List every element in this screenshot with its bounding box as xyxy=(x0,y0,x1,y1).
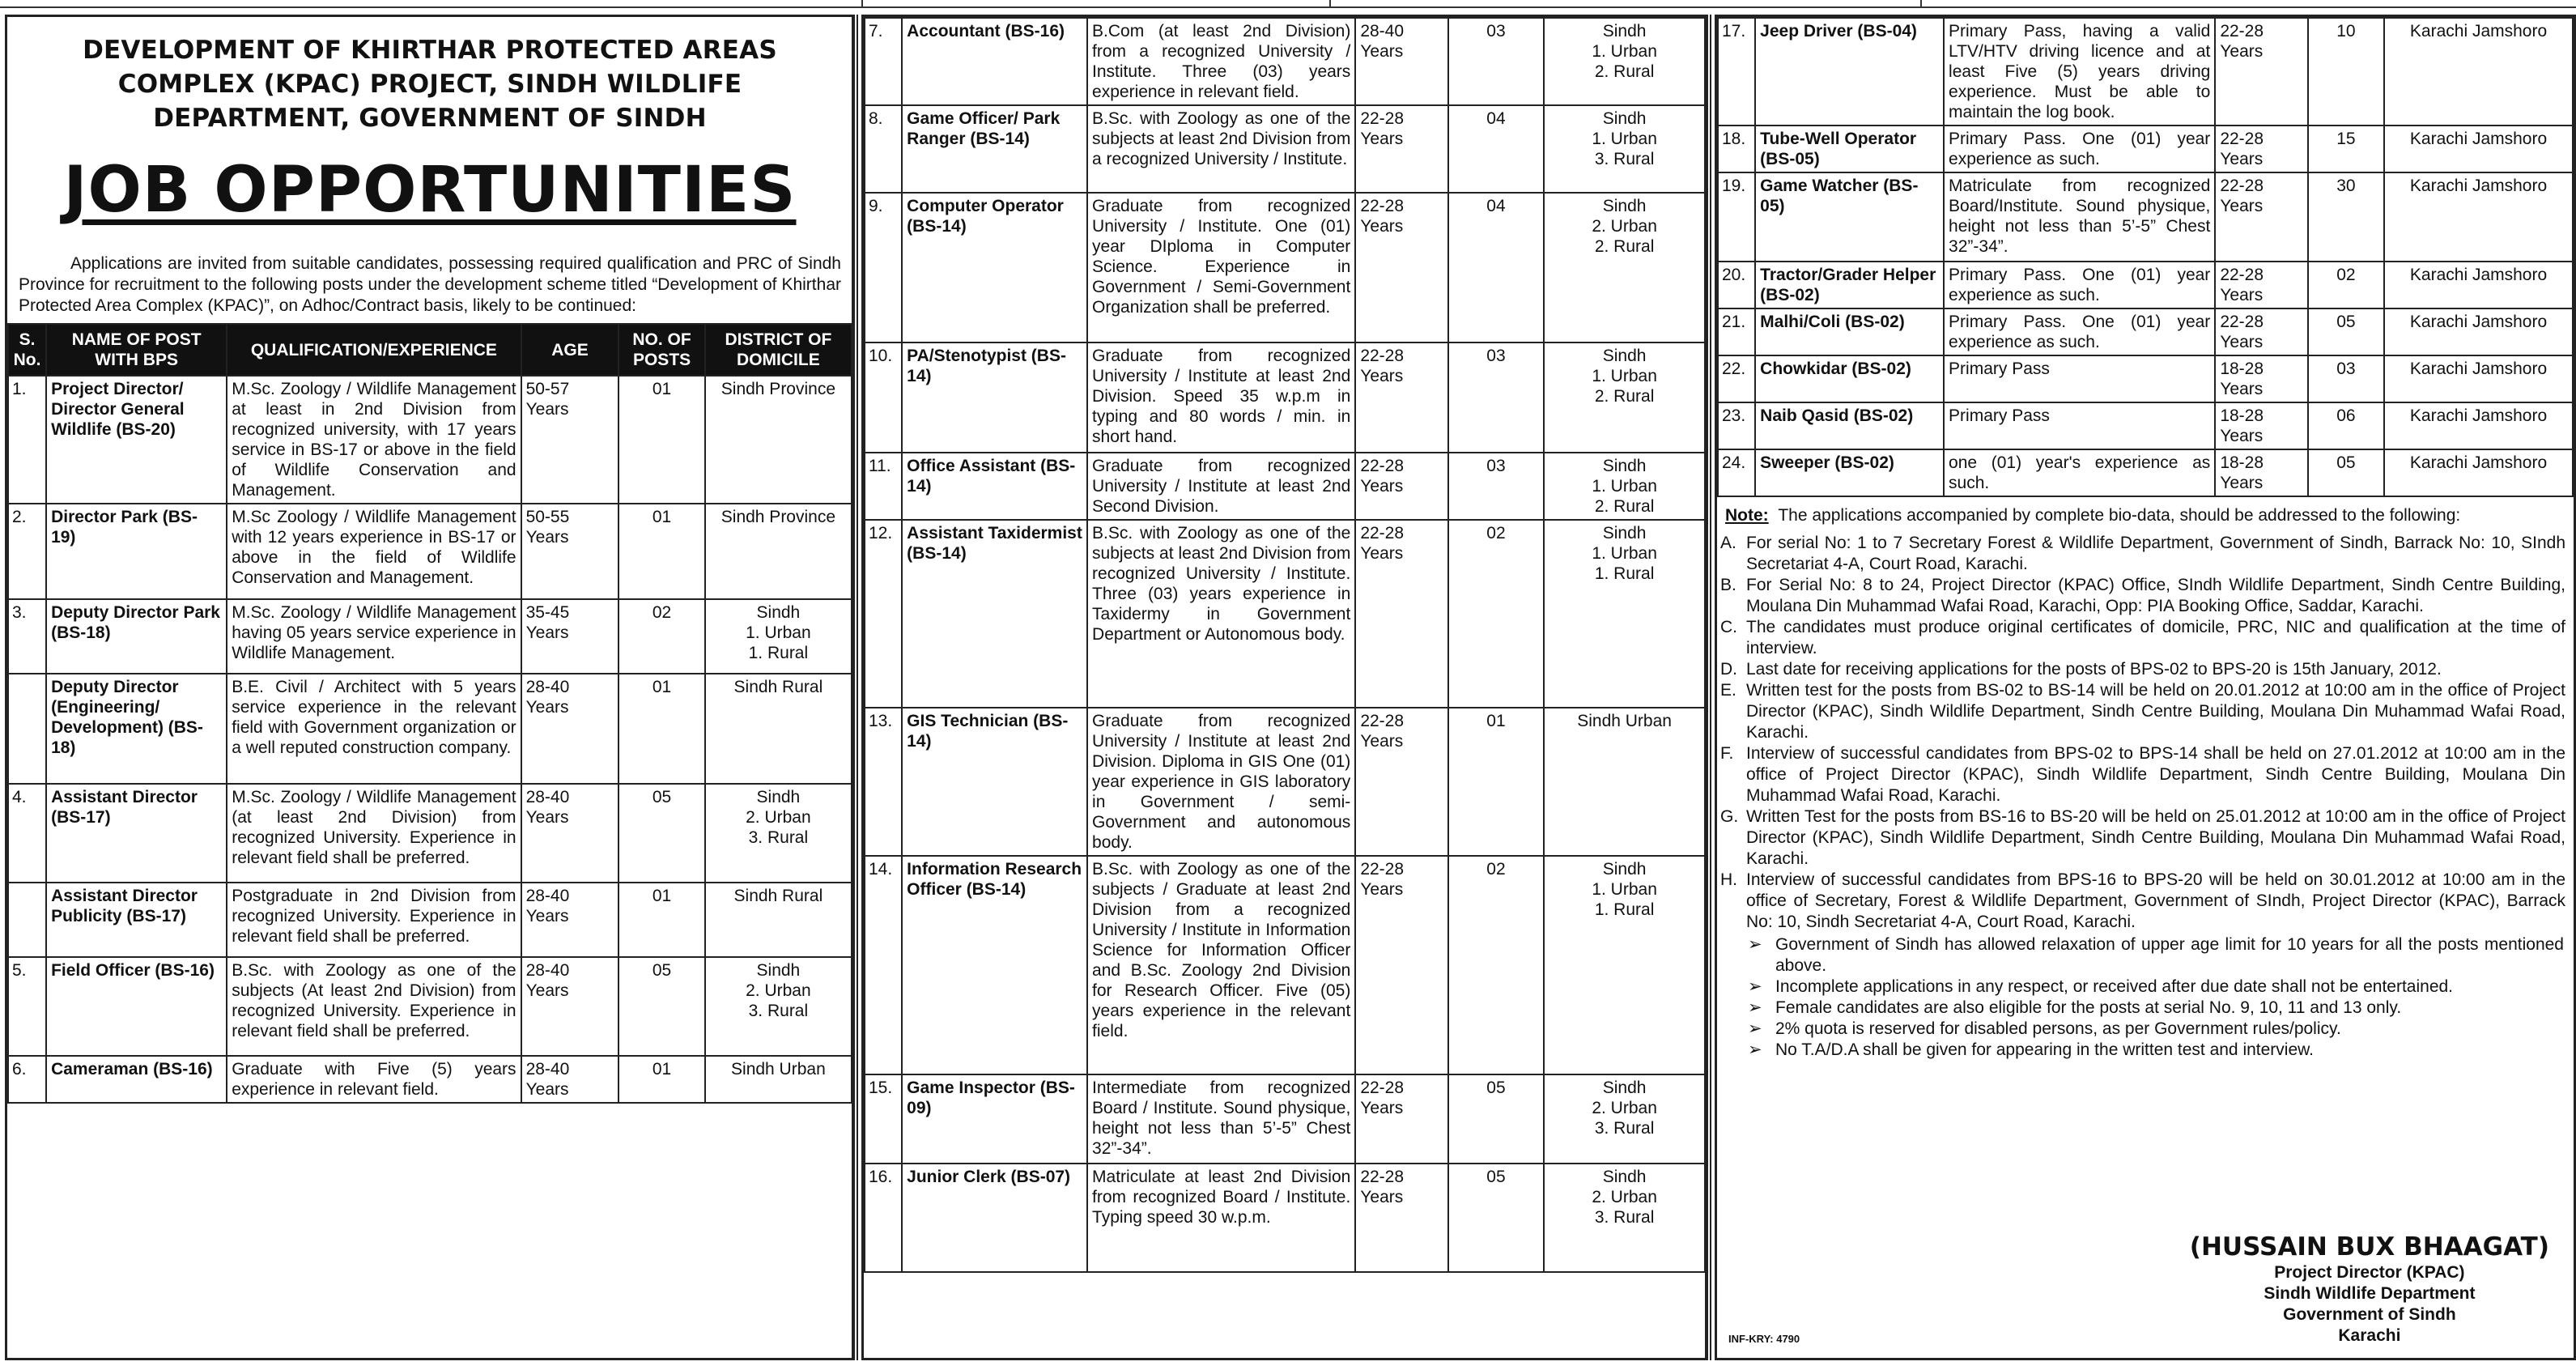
jobs-body xyxy=(1718,18,2573,496)
job-row xyxy=(1718,18,2573,126)
age-range: 22-28 Years xyxy=(1355,708,1447,856)
domicile: Sindh Rural xyxy=(705,883,852,957)
serial-number: 1. xyxy=(8,376,46,504)
job-row xyxy=(1718,172,2573,262)
domicile: Karachi Jamshoro xyxy=(2384,18,2573,126)
note-item xyxy=(1720,806,2565,870)
age-range: 22-28 Years xyxy=(2215,18,2307,126)
serial-number: 23. xyxy=(1718,402,1755,449)
job-row xyxy=(865,342,1705,453)
post-count: 02 xyxy=(618,599,704,674)
post-count: 05 xyxy=(2308,308,2384,355)
domicile: Karachi Jamshoro xyxy=(2384,172,2573,262)
note-bullet-text: Incomplete applications in any respect, or received after due date shall not be entertained. xyxy=(1775,977,2454,996)
age-range: 22-28 Years xyxy=(2215,172,2307,262)
column-divider xyxy=(852,15,858,1360)
job-row xyxy=(865,193,1705,342)
note-section xyxy=(1725,505,2565,526)
post-count: 04 xyxy=(1448,193,1544,342)
post-count: 05 xyxy=(2308,449,2384,496)
signatory-name: (HUSSAIN BUX BHAAGAT) xyxy=(2189,1232,2549,1262)
serial-number: 11. xyxy=(865,453,902,520)
age-range: 22-28 Years xyxy=(1355,1164,1447,1272)
arrow-bullet-icon: ➢ xyxy=(1748,998,1762,1017)
post-count: 10 xyxy=(2308,18,2384,126)
post-count: 30 xyxy=(2308,172,2384,262)
age-range: 28-40 Years xyxy=(521,957,619,1056)
serial-number: 13. xyxy=(865,708,902,856)
jobs-table-left xyxy=(7,323,852,1104)
serial-number xyxy=(8,674,46,784)
domicile: Sindh 1. Urban 3. Rural xyxy=(1544,105,1705,193)
post-name: Information Research Officer (BS-14) xyxy=(902,856,1087,1074)
qualification: M.Sc. Zoology / Wildlife Management at least in 2nd Division from recognized university, with 17 years service in BS-17 or above in the field of Wildlife Conservation and Management. xyxy=(227,376,521,504)
post-count: 03 xyxy=(1448,18,1544,105)
qualification: Graduate from recognized University / Institute. One (01) year DIploma in Computer Science. Experience in Government / Semi-Government Organization shall be preferred. xyxy=(1087,193,1355,342)
serial-number: 17. xyxy=(1718,18,1755,126)
post-name: Assistant Taxidermist (BS-14) xyxy=(902,520,1087,708)
age-range: 22-28 Years xyxy=(1355,856,1447,1074)
domicile: Sindh 2. Urban 3. Rural xyxy=(705,957,852,1056)
qualification: B.Sc. with Zoology as one of the subjects (At least 2nd Division) from recognized University. Experience in relevant field shall be preferred. xyxy=(227,957,521,1056)
post-name: Game Watcher (BS-05) xyxy=(1755,172,1944,262)
qualification: M.Sc Zoology / Wildlife Management with 12 years experience in BS-17 or above in the field of Wildlife Conservation and Management. xyxy=(227,504,521,599)
post-name: Jeep Driver (BS-04) xyxy=(1755,18,1944,126)
post-count: 02 xyxy=(1448,856,1544,1074)
qualification: B.E. Civil / Architect with 5 years service experience in the relevant field with Government organization or a well reputed construction company. xyxy=(227,674,521,784)
job-row xyxy=(1718,126,2573,172)
top-rule-tick xyxy=(861,0,863,8)
note-text: The applications accompanied by complete bio-data, should be addressed to the following: xyxy=(1778,506,2461,525)
domicile: Sindh Urban xyxy=(1544,708,1705,856)
domicile: Karachi Jamshoro xyxy=(2384,402,2573,449)
job-row xyxy=(865,453,1705,520)
post-count: 15 xyxy=(2308,126,2384,172)
serial-number: 10. xyxy=(865,342,902,453)
qualification: B.Com (at least 2nd Division) from a recognized University / Institute. Three (03) years experience in relevant field. xyxy=(1087,18,1355,105)
signature-block xyxy=(2190,1232,2549,1347)
qualification: Matriculate from recognized Board/Institute. Sound physique, height not less than 5’-5” Chest 32”-34”. xyxy=(1944,172,2215,262)
post-name: Accountant (BS-16) xyxy=(902,18,1087,105)
note-item xyxy=(1720,743,2565,806)
column-left xyxy=(5,15,855,1360)
jobs-table-middle xyxy=(864,17,1706,1273)
job-row xyxy=(8,599,852,674)
age-range: 50-55 Years xyxy=(521,504,619,599)
serial-number: 18. xyxy=(1718,126,1755,172)
column-middle xyxy=(861,15,1708,1360)
domicile: Karachi Jamshoro xyxy=(2384,262,2573,308)
top-rule-tick xyxy=(1329,0,1331,8)
qualification: Graduate from recognized University / Institute at least 2nd Division. Speed 35 w.p.m in typing and 80 words / min. in short hand. xyxy=(1087,342,1355,453)
column-right xyxy=(1715,15,2576,1360)
post-count: 05 xyxy=(618,957,704,1056)
age-range: 22-28 Years xyxy=(1355,453,1447,520)
arrow-bullet-icon: ➢ xyxy=(1748,1040,1762,1059)
age-range: 28-40 Years xyxy=(521,883,619,957)
note-bullet xyxy=(1748,998,2564,1019)
job-row xyxy=(865,105,1705,193)
post-name: GIS Technician (BS-14) xyxy=(902,708,1087,856)
age-range: 22-28 Years xyxy=(1355,520,1447,708)
post-name: PA/Stenotypist (BS-14) xyxy=(902,342,1087,453)
job-row xyxy=(8,376,852,504)
serial-number: 9. xyxy=(865,193,902,342)
serial-number: 4. xyxy=(8,784,46,883)
domicile: Sindh Province xyxy=(705,504,852,599)
post-count: 02 xyxy=(1448,520,1544,708)
age-range: 28-40 Years xyxy=(521,1056,619,1103)
post-count: 05 xyxy=(1448,1164,1544,1272)
age-range: 22-28 Years xyxy=(1355,1074,1447,1164)
job-row xyxy=(865,708,1705,856)
post-name: Project Director/ Director General Wildlife (BS-20) xyxy=(46,376,227,504)
age-range: 22-28 Years xyxy=(2215,262,2307,308)
post-count: 02 xyxy=(2308,262,2384,308)
qualification: B.Sc. with Zoology as one of the subjects / Graduate at least 2nd Division from a recognized University / Institute in Information Science for Information Officer and B.Sc. Zoology 2nd Division for Research Officer. Five (05) years experience in the relevant field. xyxy=(1087,856,1355,1074)
note-item xyxy=(1720,870,2565,933)
serial-number xyxy=(8,883,46,957)
serial-number: 24. xyxy=(1718,449,1755,496)
post-count: 04 xyxy=(1448,105,1544,193)
domicile: Sindh 2. Urban 3. Rural xyxy=(1544,1074,1705,1164)
domicile: Sindh 1. Urban 2. Rural xyxy=(1544,342,1705,453)
domicile: Sindh Urban xyxy=(705,1056,852,1103)
note-item-text: For Serial No: 8 to 24, Project Director (KPAC) Office, SIndh Wildlife Department, Sindh Centre Building, Moulana Din Muhammad Wafai Road, Karachi, Opp: PIA Booking Office, Saddar, Karachi. xyxy=(1746,576,2565,615)
post-name: Deputy Director Park (BS-18) xyxy=(46,599,227,674)
job-row xyxy=(1718,308,2573,355)
qualification: M.Sc. Zoology / Wildlife Management (at least 2nd Division) from recognized University. Experience in relevant field shall be preferred. xyxy=(227,784,521,883)
note-item xyxy=(1720,680,2565,743)
post-count: 05 xyxy=(1448,1074,1544,1164)
qualification: M.Sc. Zoology / Wildlife Management having 05 years service experience in Wildlife Management. xyxy=(227,599,521,674)
post-name: Cameraman (BS-16) xyxy=(46,1056,227,1103)
serial-number: 19. xyxy=(1718,172,1755,262)
age-range: 22-28 Years xyxy=(2215,126,2307,172)
header-sno: S. No. xyxy=(8,324,46,376)
note-bullet xyxy=(1748,976,2564,998)
note-item xyxy=(1720,575,2565,617)
domicile: Sindh 1. Urban 1. Rural xyxy=(705,599,852,674)
top-rule-tick xyxy=(1920,0,1922,8)
age-range: 28-40 Years xyxy=(521,784,619,883)
age-range: 22-28 Years xyxy=(2215,308,2307,355)
job-row xyxy=(865,1164,1705,1272)
note-item-letter: B. xyxy=(1720,576,1736,594)
post-name: Computer Operator (BS-14) xyxy=(902,193,1087,342)
age-range: 35-45 Years xyxy=(521,599,619,674)
job-row xyxy=(8,504,852,599)
serial-number: 7. xyxy=(865,18,902,105)
qualification: Primary Pass xyxy=(1944,355,2215,402)
post-name: Tube-Well Operator (BS-05) xyxy=(1755,126,1944,172)
post-count: 03 xyxy=(1448,453,1544,520)
domicile: Sindh Rural xyxy=(705,674,852,784)
post-name: Sweeper (BS-02) xyxy=(1755,449,1944,496)
serial-number: 6. xyxy=(8,1056,46,1103)
job-row xyxy=(1718,402,2573,449)
domicile: Karachi Jamshoro xyxy=(2384,355,2573,402)
qualification: Postgraduate in 2nd Division from recognized University. Experience in relevant field shall be preferred. xyxy=(227,883,521,957)
note-item-text: Written Test for the posts from BS-16 to BS-20 will be held on 25.01.2012 at 10:00 am in the office of Project Director (KPAC), Sindh Wildlife Department, Sindh Centre Building, Moulana Din Muhammad Wafai Road, Karachi. xyxy=(1746,807,2565,868)
note-items xyxy=(1717,533,2565,933)
note-item-letter: F. xyxy=(1720,744,1734,763)
signatory-line: Sindh Wildlife Department xyxy=(2264,1284,2476,1303)
age-range: 18-28 Years xyxy=(2215,355,2307,402)
job-opportunities-banner: JOB OPPORTUNITIES xyxy=(63,154,797,227)
note-item-letter: H. xyxy=(1720,870,1737,889)
note-label: Note: xyxy=(1725,506,1769,525)
note-item xyxy=(1720,659,2565,680)
domicile: Sindh 1. Urban 2. Rural xyxy=(1544,453,1705,520)
domicile: Sindh 2. Urban 3. Rural xyxy=(1544,1164,1705,1272)
job-row xyxy=(8,1056,852,1103)
post-count: 01 xyxy=(618,883,704,957)
job-row xyxy=(865,1074,1705,1164)
job-row xyxy=(1718,262,2573,308)
note-item-text: The candidates must produce original certificates of domicile, PRC, NIC and qualification at the time of interview. xyxy=(1746,618,2565,657)
post-name: Tractor/Grader Helper (BS-02) xyxy=(1755,262,1944,308)
note-bullet xyxy=(1748,1019,2564,1040)
domicile: Sindh Province xyxy=(705,376,852,504)
qualification: one (01) year's experience as such. xyxy=(1944,449,2215,496)
note-item-letter: G. xyxy=(1720,807,1739,826)
qualification: Primary Pass. One (01) year experience as such. xyxy=(1944,262,2215,308)
note-item xyxy=(1720,617,2565,659)
table-header-row xyxy=(8,324,852,376)
qualification: Primary Pass xyxy=(1944,402,2215,449)
note-item-text: Interview of successful candidates from BPS-02 to BPS-14 shall be held on 27.01.2012 at 10:00 am in the office of Project Director (KPAC), Sindh Wildlife Department, Sindh Centre Building, Moulana Din Muhammad Wafai Road, Karachi. xyxy=(1746,744,2565,805)
note-item-letter: A. xyxy=(1720,534,1736,552)
note-item-letter: D. xyxy=(1720,660,1737,679)
post-name: Director Park (BS-19) xyxy=(46,504,227,599)
signatory-line: Karachi xyxy=(2338,1326,2401,1345)
domicile: Sindh 2. Urban 2. Rural xyxy=(1544,193,1705,342)
post-name: Office Assistant (BS-14) xyxy=(902,453,1087,520)
note-bullet-text: Government of Sindh has allowed relaxation of upper age limit for 10 years for all the posts mentioned above. xyxy=(1775,935,2564,975)
domicile: Sindh 1. Urban 1. Rural xyxy=(1544,520,1705,708)
qualification: Primary Pass, having a valid LTV/HTV driving licence and at least Five (5) years driving experience. Must be able to maintain the log book. xyxy=(1944,18,2215,126)
title-line: COMPLEX (KPAC) PROJECT, SINDH WILDLIFE xyxy=(117,70,742,99)
qualification: B.Sc. with Zoology as one of the subjects at least 2nd Division from a recognized University / Institute. xyxy=(1087,105,1355,193)
title-line: DEVELOPMENT OF KHIRTHAR PROTECTED AREAS xyxy=(83,36,777,65)
qualification: Primary Pass. One (01) year experience as such. xyxy=(1944,308,2215,355)
post-name: Naib Qasid (BS-02) xyxy=(1755,402,1944,449)
arrow-bullet-icon: ➢ xyxy=(1748,935,1762,954)
post-count: 03 xyxy=(2308,355,2384,402)
note-item-letter: C. xyxy=(1720,618,1737,636)
post-count: 01 xyxy=(1448,708,1544,856)
note-bullet-text: Female candidates are also eligible for the posts at serial No. 9, 10, 11 and 13 only. xyxy=(1775,998,2402,1017)
job-row xyxy=(8,883,852,957)
note-bullet xyxy=(1748,1040,2564,1061)
job-row xyxy=(8,957,852,1056)
age-range: 22-28 Years xyxy=(1355,342,1447,453)
serial-number: 2. xyxy=(8,504,46,599)
signatory-line: Government of Sindh xyxy=(2283,1305,2456,1324)
job-row xyxy=(1718,355,2573,402)
jobs-body xyxy=(8,376,852,1103)
arrow-bullet-icon: ➢ xyxy=(1748,1019,1762,1038)
jobs-table-right xyxy=(1717,17,2574,497)
note-item-text: Interview of successful candidates from BPS-16 to BPS-20 will be held on 30.01.2012 at 10:00 am in the office of Secretary, Forest & Wildlife Department, Government of SIndh, Project Director (KPAC), Barrack No: 10, Sindh Secretariat 4-A, Court Road, Karachi. xyxy=(1746,870,2565,931)
age-range: 22-28 Years xyxy=(1355,193,1447,342)
arrow-bullet-icon: ➢ xyxy=(1748,977,1762,996)
header-district: DISTRICT OF DOMICILE xyxy=(705,324,852,376)
domicile: Karachi Jamshoro xyxy=(2384,126,2573,172)
header-qualification: QUALIFICATION/EXPERIENCE xyxy=(227,324,521,376)
age-range: 28-40 Years xyxy=(1355,18,1447,105)
domicile: Sindh 1. Urban 1. Rural xyxy=(1544,856,1705,1074)
post-name: Game Officer/ Park Ranger (BS-14) xyxy=(902,105,1087,193)
post-count: 03 xyxy=(1448,342,1544,453)
qualification: Graduate from recognized University / Institute at least 2nd Division. Diploma in GIS One (01) year experience in GIS laboratory in Government / semi-Government and autonomous body. xyxy=(1087,708,1355,856)
qualification: B.Sc. with Zoology as one of the subjects at least 2nd Division from recognized University / Institute. Three (03) years experience in Taxidermy in Government Department or Autonomous body. xyxy=(1087,520,1355,708)
job-row xyxy=(865,18,1705,105)
top-rule xyxy=(0,0,2576,8)
note-bullet-text: 2% quota is reserved for disabled persons, as per Government rules/policy. xyxy=(1775,1019,2341,1038)
page-title xyxy=(15,33,844,135)
serial-number: 20. xyxy=(1718,262,1755,308)
job-row xyxy=(865,856,1705,1074)
note-item-text: Written test for the posts from BS-02 to BS-14 will be held on 20.01.2012 at 10:00 am in the office of Project Director (KPAC), Sindh Wildlife Department, Sindh Centre Building, Moulana Din Muhammad Wafai Road, Karachi. xyxy=(1746,681,2565,742)
post-count: 01 xyxy=(618,376,704,504)
header-age: AGE xyxy=(521,324,619,376)
intro-paragraph: Applications are invited from suitable candidates, possessing required qualification and PRC of Sindh Province for recruitment to the following posts under the development scheme titled “Development of Khirthar Protected Area Complex (KPAC)”, on Adhoc/Contract basis, likely to be continued: xyxy=(19,254,841,315)
column-divider xyxy=(1705,15,1711,1360)
post-count: 01 xyxy=(618,1056,704,1103)
post-count: 06 xyxy=(2308,402,2384,449)
serial-number: 15. xyxy=(865,1074,902,1164)
serial-number: 8. xyxy=(865,105,902,193)
post-name: Assistant Director (BS-17) xyxy=(46,784,227,883)
post-name: Field Officer (BS-16) xyxy=(46,957,227,1056)
note-item-letter: E. xyxy=(1720,681,1736,700)
post-count: 05 xyxy=(618,784,704,883)
domicile: Sindh 2. Urban 3. Rural xyxy=(705,784,852,883)
post-name: Deputy Director (Engineering/ Development) (BS-18) xyxy=(46,674,227,784)
domicile: Karachi Jamshoro xyxy=(2384,449,2573,496)
note-bullet xyxy=(1748,934,2564,976)
post-name: Assistant Director Publicity (BS-17) xyxy=(46,883,227,957)
serial-number: 16. xyxy=(865,1164,902,1272)
qualification: Primary Pass. One (01) year experience as such. xyxy=(1944,126,2215,172)
job-row xyxy=(865,520,1705,708)
serial-number: 12. xyxy=(865,520,902,708)
serial-number: 22. xyxy=(1718,355,1755,402)
jobs-body xyxy=(865,18,1705,1272)
serial-number: 14. xyxy=(865,856,902,1074)
age-range: 28-40 Years xyxy=(521,674,619,784)
signatory-line: Project Director (KPAC) xyxy=(2274,1263,2465,1282)
serial-number: 5. xyxy=(8,957,46,1056)
qualification: Graduate from recognized University / Institute at least 2nd Second Division. xyxy=(1087,453,1355,520)
note-item xyxy=(1720,533,2565,575)
qualification: Intermediate from recognized Board / Institute. Sound physique, height not less than 5’-5” Chest 32”-34”. xyxy=(1087,1074,1355,1164)
post-count: 01 xyxy=(618,504,704,599)
post-name: Game Inspector (BS-09) xyxy=(902,1074,1087,1164)
age-range: 18-28 Years xyxy=(2215,402,2307,449)
domicile: Sindh 1. Urban 2. Rural xyxy=(1544,18,1705,105)
header-post: NAME OF POST WITH BPS xyxy=(46,324,227,376)
post-name: Malhi/Coli (BS-02) xyxy=(1755,308,1944,355)
reference-code: INF-KRY: 4790 xyxy=(1728,1333,1800,1345)
job-row xyxy=(8,674,852,784)
domicile: Karachi Jamshoro xyxy=(2384,308,2573,355)
header-posts: NO. OF POSTS xyxy=(618,324,704,376)
serial-number: 3. xyxy=(8,599,46,674)
post-name: Junior Clerk (BS-07) xyxy=(902,1164,1087,1272)
note-item-text: Last date for receiving applications for the posts of BPS-02 to BPS-20 is 15th January, 2012. xyxy=(1746,660,2442,679)
age-range: 18-28 Years xyxy=(2215,449,2307,496)
post-name: Chowkidar (BS-02) xyxy=(1755,355,1944,402)
age-range: 22-28 Years xyxy=(1355,105,1447,193)
qualification: Matriculate at least 2nd Division from recognized Board / Institute. Typing speed 30 w.p.m. xyxy=(1087,1164,1355,1272)
job-row xyxy=(1718,449,2573,496)
serial-number: 21. xyxy=(1718,308,1755,355)
post-count: 01 xyxy=(618,674,704,784)
note-item-text: For serial No: 1 to 7 Secretary Forest & Wildlife Department, Government of Sindh, Barrack No: 10, SIndh Secretariat 4-A, Court Road, Karachi. xyxy=(1746,534,2565,573)
note-bullets xyxy=(1717,934,2564,1061)
title-line: DEPARTMENT, GOVERNMENT OF SINDH xyxy=(153,104,707,133)
job-row xyxy=(8,784,852,883)
qualification: Graduate with Five (5) years experience in relevant field. xyxy=(227,1056,521,1103)
age-range: 50-57 Years xyxy=(521,376,619,504)
note-bullet-text: No T.A/D.A shall be given for appearing in the written test and interview. xyxy=(1775,1040,2314,1059)
